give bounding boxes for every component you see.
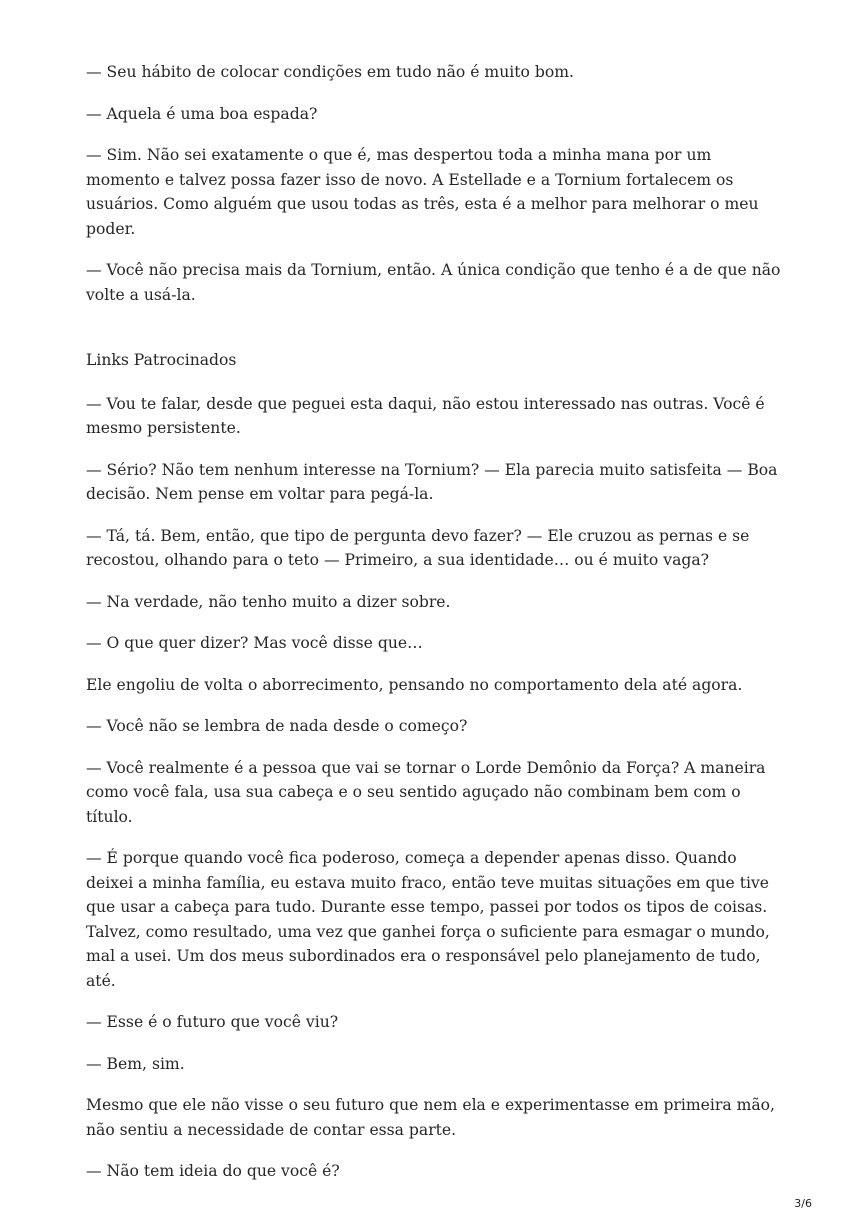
paragraph-13: — É porque quando você fica poderoso, começa a depender apenas disso. Quando deixei a minha família, eu estava muito fraco, então teve muitas situações em que tive que usar a cabeça para tudo. Durante esse tempo, passei por todos os tipos de coisas. Talvez, como resultado, uma vez que ganhei força o suficiente para esmagar o mundo, mal a usei. Um dos meus subordinados era o responsável pelo planejamento de tudo, até.: [86, 849, 770, 990]
paragraph-14: — Esse é o futuro que você viu?: [86, 1013, 339, 1031]
paragraph-17: — Não tem ideia do que você é?: [86, 1162, 340, 1180]
paragraph-2: — Aquela é uma boa espada?: [86, 104, 318, 123]
paragraph-11: — Você não se lembra de nada desde o começo?: [86, 717, 468, 735]
paragraph-8: — Na verdade, não tenho muito a dizer sobre.: [86, 592, 451, 611]
paragraph-10: Ele engoliu de volta o aborrecimento, pensando no comportamento dela até agora.: [86, 675, 743, 694]
paragraph-5: — Vou te falar, desde que peguei esta daqui, não estou interessado nas outras. Você é mesmo persistente.: [86, 394, 765, 437]
paragraph-6: — Sério? Não tem nenhum interesse na Tornium? — Ela parecia muito satisfeita — Boa decisão. Nem pense em voltar para pegá-la.: [86, 460, 778, 503]
paragraph-7: — Tá, tá. Bem, então, que tipo de pergunta devo fazer? — Ele cruzou as pernas e se recostou, olhando para o teto — Primeiro, a sua identidade… ou é muito vaga?: [86, 526, 750, 569]
paragraph-9: — O que quer dizer? Mas você disse que…: [86, 634, 423, 652]
paragraph-15: — Bem, sim.: [86, 1054, 185, 1073]
page-body: [86, 60, 786, 1201]
paragraph-4: — Você não precisa mais da Tornium, então. A única condição que tenho é a de que não volte a usá-la.: [86, 261, 781, 304]
paragraph-16: Mesmo que ele não visse o seu futuro que nem ela e experimentasse em primeira mão, não sentiu a necessidade de contar essa parte.: [86, 1096, 776, 1139]
paragraph-1: — Seu hábito de colocar condições em tudo não é muito bom.: [86, 63, 574, 81]
paragraph-12: — Você realmente é a pessoa que vai se tornar o Lorde Demônio da Força? A maneira como você fala, usa sua cabeça e o seu sentido aguçado não combinam bem com o título.: [86, 758, 766, 826]
page-number: 3/6: [794, 1197, 812, 1210]
paragraph-3: — Sim. Não sei exatamente o que é, mas despertou toda a minha mana por um momento e talvez possa fazer isso de novo. A Estellade e a Tornium fortalecem os usuários. Como alguém que usou todas as três, esta é a melhor para melhorar o meu poder.: [86, 146, 759, 238]
sponsored-links-label: Links Patrocinados: [86, 351, 237, 369]
